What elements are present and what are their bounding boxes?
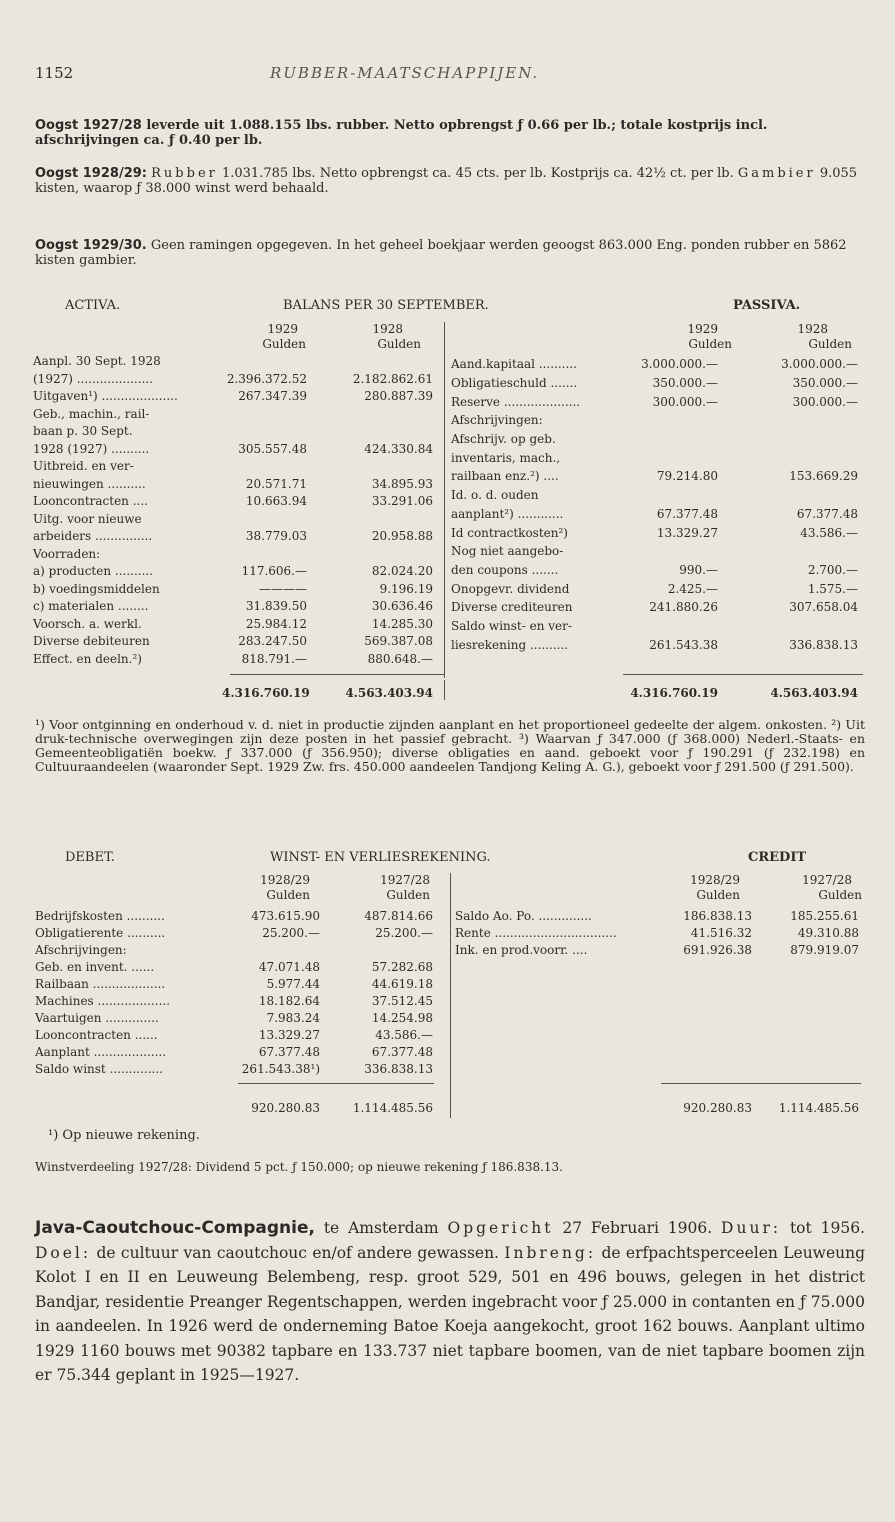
passiva-row-label: Nog niet aangebo- <box>451 544 564 559</box>
passiva-row-value-2: 1.575.— <box>807 581 858 596</box>
activa-row-label: Diverse debiteuren <box>33 634 150 648</box>
activa-row-value-2: 30.636.46 <box>371 599 433 613</box>
rubber-label: Rubber <box>151 166 218 181</box>
passiva-row-label: railbaan enz.²) .... <box>451 469 559 484</box>
activa-row-label: Uitgaven¹) .................... <box>33 389 178 403</box>
activa-row-value-2: 280.887.39 <box>364 389 433 403</box>
passiva-total-1929: 4.316.760.19 <box>630 686 718 700</box>
passiva-row-value-1: 261.543.38 <box>649 637 718 652</box>
wv-debet-heading: DEBET. <box>65 850 115 865</box>
debet-row-label: Obligatierente .......... <box>35 926 166 940</box>
activa-row-value-2: 9.196.19 <box>379 581 433 596</box>
oogst-1929-text: Geen ramingen opgegeven. In het geheel boekjaar werden geoogst 863.000 Eng. ponden rubber en 5862 kisten gambier. <box>35 238 847 268</box>
passiva-total-rule <box>623 674 863 675</box>
activa-row-value-1: 2.396.372.52 <box>226 371 307 386</box>
oogst-1928-text2: 9.055 kisten, waarop ƒ 38.000 winst werd behaald. <box>35 166 858 196</box>
debet-row-value-1: 261.543.38¹) <box>241 1062 320 1076</box>
activa-row-value-1: 31.839.50 <box>245 599 307 613</box>
passiva-row-value-2: 3.000.000.— <box>781 357 858 372</box>
company-name: Java-Caoutchouc-Compagnie, <box>35 1218 315 1238</box>
passiva-row-label: Id. o. d. ouden <box>451 488 539 503</box>
passiva-row-label: Saldo winst- en ver- <box>451 619 572 633</box>
wv-divider <box>450 873 451 1118</box>
balans-activa-year2: 1928 <box>372 322 403 336</box>
credit-row-value-1: 186.838.13 <box>683 909 752 923</box>
debet-row-label: Geb. en invent. ...... <box>35 960 155 974</box>
activa-row-label: Uitbreid. en ver- <box>33 459 134 473</box>
debet-row-value-1: 47.071.48 <box>258 960 320 974</box>
activa-row-value-2: 880.648.— <box>367 651 433 666</box>
balans-table <box>0 322 895 702</box>
activa-total-1928: 4.563.403.94 <box>345 686 433 700</box>
debet-row-value-2: 57.282.68 <box>371 960 433 974</box>
passiva-row-value-1: 79.214.80 <box>656 469 718 484</box>
balans-activa-unit1: Gulden <box>262 337 306 351</box>
passiva-row-label: Obligatieschuld ....... <box>451 375 578 390</box>
passiva-row-value-1: 241.880.26 <box>649 600 718 615</box>
debet-row-value-2: 44.619.18 <box>371 977 433 991</box>
balans-total-divider <box>444 680 445 700</box>
debet-row-value-2: 14.254.98 <box>371 1011 433 1025</box>
debet-row-label: Looncontracten ...... <box>35 1028 158 1042</box>
balans-passiva-year1: 1929 <box>687 322 718 336</box>
passiva-row-value-2: 67.377.48 <box>796 506 858 521</box>
balans-footnote-text: ¹) Voor ontginning en onderhoud v. d. niet in productie zijnden aanplant en het proportioneel gedeelte der algem. onkosten. ²) Uit druk-technische overwegingen zijn deze posten in het passief gebracht. ³) Waarvan ƒ 347.000 (ƒ 368.000) Nederl.-Staats- en Gemeenteobligatiën boekw. ƒ 337.000 (ƒ 356.950); diverse obligaties en aand. geboekt voor ƒ 190.291 (ƒ 232.198) en Cultuuraandeelen (waaronder Sept. 1929 Zw. frs. 450.000 aandeelen Tandjong Keling A. G.), geboekt voor ƒ 291.500 (ƒ 291.500). <box>35 717 865 774</box>
passiva-row-value-1: 3.000.000.— <box>641 357 718 372</box>
passiva-row-value-1: 990.— <box>679 562 718 577</box>
debet-row-value-2: 67.377.48 <box>371 1045 433 1059</box>
wv-table <box>0 873 895 1123</box>
debet-row-value-2: 43.586.— <box>375 1028 433 1042</box>
activa-row-label: baan p. 30 Sept. <box>33 424 133 438</box>
debet-row-label: Machines ................... <box>35 994 171 1008</box>
passiva-row-value-2: 43.586.— <box>800 525 858 540</box>
duur-label: Duur: <box>721 1219 782 1237</box>
activa-row-label: 1928 (1927) .......... <box>33 441 150 456</box>
activa-row-label: Uitg. voor nieuwe <box>33 511 142 526</box>
balans-footnotes <box>35 718 865 774</box>
java-caoutchouc-entry <box>35 1216 865 1388</box>
debet-row-value-1: 7.983.24 <box>266 1011 320 1025</box>
passiva-row-label: aanplant²) ............ <box>451 506 564 521</box>
activa-row-label: Voorsch. a. werkl. <box>33 616 142 631</box>
debet-row-value-1: 18.182.64 <box>258 994 320 1008</box>
oogst-1928-text1: 1.031.785 lbs. Netto opbrengst ca. 45 cts. per lb. Kostprijs ca. 42½ ct. per lb. <box>217 166 738 181</box>
balans-activa-heading: ACTIVA. <box>65 298 121 313</box>
passiva-row-value-2: 307.658.04 <box>789 600 858 615</box>
credit-total-1928-29: 920.280.83 <box>683 1101 752 1115</box>
debet-row-value-1: 13.329.27 <box>258 1028 320 1042</box>
running-title: RUBBER-MAATSCHAPPIJEN. <box>270 64 540 82</box>
activa-row-value-1: 283.247.50 <box>238 634 307 648</box>
activa-row-value-2: 14.285.30 <box>371 616 433 631</box>
activa-row-label: arbeiders ............... <box>33 529 153 543</box>
oogst-1928-paragraph <box>35 166 865 196</box>
gambier-label: Gambier <box>737 166 816 181</box>
wv-debet-year1: 1928/29 <box>260 873 310 887</box>
activa-row-label: (1927) .................... <box>33 371 154 386</box>
activa-total-rule <box>230 674 444 675</box>
passiva-row-value-1: 2.425.— <box>667 581 718 596</box>
debet-row-label: Aanplant ................... <box>35 1045 167 1059</box>
passiva-row-value-2: 2.700.— <box>807 562 858 577</box>
passiva-row-value-2: 350.000.— <box>792 375 858 390</box>
oogst-1927-text: leverde uit 1.088.155 lbs. rubber. Netto opbrengst ƒ 0.66 per lb.; totale kostprijs incl. afschrijvingen ca. ƒ 0.40 per lb. <box>35 118 768 148</box>
wv-debet-unit2: Gulden <box>386 888 430 902</box>
debet-row-value-2: 336.838.13 <box>364 1062 433 1076</box>
debet-row-value-2: 37.512.45 <box>371 994 433 1008</box>
activa-row-value-2: 20.958.88 <box>371 529 433 543</box>
activa-row-label: Looncontracten .... <box>33 494 148 508</box>
winstverdeeling: Winstverdeeling 1927/28: Dividend 5 pct. ƒ 150.000; op nieuwe rekening ƒ 186.838.13. <box>35 1160 563 1174</box>
page-number: 1152 <box>35 64 74 82</box>
passiva-row-value-1: 67.377.48 <box>656 506 718 521</box>
balans-divider <box>444 322 445 678</box>
passiva-row-label: Onopgevr. dividend <box>451 581 570 596</box>
activa-row-value-2: 569.387.08 <box>364 634 433 648</box>
wv-credit-year1: 1928/29 <box>690 873 740 887</box>
oogst-1927-paragraph <box>35 118 865 148</box>
passiva-row-value-1: 300.000.— <box>652 394 718 409</box>
passiva-row-value-2: 300.000.— <box>792 394 858 409</box>
inbreng-label: Inbreng: <box>504 1243 597 1262</box>
passiva-row-value-2: 153.669.29 <box>789 469 858 484</box>
passiva-row-value-2: 336.838.13 <box>789 637 858 652</box>
passiva-row-value-1: 13.329.27 <box>656 525 718 540</box>
oogst-1928-lead: Oogst 1928/29: <box>35 166 147 181</box>
debet-row-value-2: 487.814.66 <box>364 909 433 923</box>
oogst-1929-lead: Oogst 1929/30. <box>35 238 147 253</box>
oogst-1927-lead: Oogst 1927/28 <box>35 118 142 133</box>
activa-row-label: a) producten .......... <box>33 564 154 578</box>
debet-row-label: Railbaan ................... <box>35 977 166 991</box>
debet-total-1928-29: 920.280.83 <box>251 1101 320 1115</box>
activa-row-value-1: 267.347.39 <box>238 389 307 403</box>
debet-row-value-1: 67.377.48 <box>258 1045 320 1059</box>
credit-row-label: Rente ................................ <box>455 926 617 940</box>
debet-row-label: Vaartuigen .............. <box>35 1011 159 1025</box>
balans-passiva-unit2: Gulden <box>808 337 852 351</box>
passiva-row-label: Reserve .................... <box>451 394 581 409</box>
debet-row-label: Bedrijfskosten .......... <box>35 909 165 923</box>
credit-row-value-2: 49.310.88 <box>797 926 859 940</box>
balans-passiva-heading: PASSIVA. <box>733 298 801 313</box>
debet-row-value-1: 5.977.44 <box>266 977 320 991</box>
activa-row-value-2: 34.895.93 <box>371 476 433 491</box>
debet-row-value-2: 25.200.— <box>375 926 433 940</box>
credit-total-rule <box>661 1083 861 1084</box>
wv-credit-year2: 1927/28 <box>802 873 852 887</box>
activa-row-value-1: 117.606.— <box>241 564 307 578</box>
activa-row-value-2: 2.182.862.61 <box>352 371 433 386</box>
activa-row-value-1: 10.663.94 <box>245 494 307 508</box>
activa-row-value-2: 424.330.84 <box>364 441 433 456</box>
activa-row-label: Voorraden: <box>33 546 101 561</box>
balans-activa-year1: 1929 <box>267 322 298 336</box>
activa-row-value-2: 82.024.20 <box>371 564 433 578</box>
passiva-row-label: liesrekening .......... <box>451 637 569 652</box>
activa-row-label: b) voedingsmiddelen <box>33 581 160 596</box>
activa-row-value-1: 818.791.— <box>241 651 307 666</box>
passiva-row-label: Afschrijvingen: <box>451 413 543 428</box>
credit-row-label: Ink. en prod.voorr. .... <box>455 943 588 957</box>
activa-row-value-1: ———— <box>259 581 307 596</box>
credit-row-value-2: 879.919.07 <box>790 943 859 957</box>
passiva-row-value-1: 350.000.— <box>652 375 718 390</box>
activa-row-value-1: 38.779.03 <box>245 529 307 543</box>
activa-row-label: Aanpl. 30 Sept. 1928 <box>33 354 161 368</box>
balans-passiva-unit1: Gulden <box>688 337 732 351</box>
activa-row-label: Geb., machin., rail- <box>33 406 150 421</box>
wv-credit-unit2: Gulden <box>818 888 862 902</box>
wv-credit-unit1: Gulden <box>696 888 740 902</box>
activa-row-label: c) materialen ........ <box>33 599 149 613</box>
activa-row-value-2: 33.291.06 <box>371 494 433 508</box>
wv-footnote: ¹) Op nieuwe rekening. <box>48 1128 200 1143</box>
activa-row-label: Effect. en deeln.²) <box>33 651 142 666</box>
wv-credit-heading: CREDIT <box>748 850 807 865</box>
credit-row-label: Saldo Ao. Po. .............. <box>455 909 592 923</box>
passiva-row-label: Aand.kapitaal .......... <box>451 357 577 372</box>
passiva-row-label: inventaris, mach., <box>451 450 561 465</box>
credit-row-value-2: 185.255.61 <box>790 909 859 923</box>
activa-row-value-1: 305.557.48 <box>238 441 307 456</box>
activa-total-1929: 4.316.760.19 <box>222 686 310 700</box>
wv-debet-unit1: Gulden <box>266 888 310 902</box>
doel-label: Doel: <box>35 1243 92 1262</box>
debet-row-label: Saldo winst .............. <box>35 1062 163 1076</box>
debet-row-value-1: 473.615.90 <box>251 909 320 923</box>
balans-passiva-year2: 1928 <box>797 322 828 336</box>
debet-row-label: Afschrijvingen: <box>35 943 127 957</box>
wv-title: WINST- EN VERLIESREKENING. <box>270 850 491 865</box>
balans-activa-unit2: Gulden <box>377 337 421 351</box>
activa-row-value-1: 25.984.12 <box>245 616 307 631</box>
balans-title: BALANS PER 30 SEPTEMBER. <box>283 298 489 313</box>
java-text4: de cultuur van caoutchouc en/of andere gewassen. <box>91 1243 505 1262</box>
activa-row-label: nieuwingen .......... <box>33 476 146 491</box>
oogst-1929-paragraph <box>35 238 865 268</box>
debet-total-1927-28: 1.114.485.56 <box>352 1101 433 1115</box>
passiva-row-label: Diverse crediteuren <box>451 600 573 615</box>
wv-debet-year2: 1927/28 <box>380 873 430 887</box>
passiva-total-1928: 4.563.403.94 <box>770 686 858 700</box>
opgericht-label: Opgericht <box>447 1219 554 1237</box>
debet-row-value-1: 25.200.— <box>262 926 320 940</box>
debet-total-rule <box>238 1083 434 1084</box>
java-text2: 27 Februari 1906. <box>553 1219 722 1237</box>
credit-row-value-1: 691.926.38 <box>683 943 752 957</box>
activa-row-value-1: 20.571.71 <box>245 476 307 491</box>
java-text1: te Amsterdam <box>314 1219 448 1237</box>
passiva-row-label: Id contractkosten²) <box>451 525 568 540</box>
java-text5: de erfpachtsperceelen Leuweung Kolot I en II en Leuweung Belembeng, resp. groot 529, 501 en 496 bouws, gelegen in het district Bandjar, residentie Preanger Regentschappen, werden ingebracht voor ƒ 25.000 in contanten en ƒ 75.000 in aandeelen. In 1926 werd de onderneming Batoe Koeja aangekocht, groot 162 bouws. Aanplant ultimo 1929 1160 bouws met 90382 tapbare en 133.737 niet tapbare boomen, van de niet tapbare boomen zijn er 75.344 geplant in 1925—1927. <box>35 1243 866 1384</box>
credit-total-1927-28: 1.114.485.56 <box>778 1101 859 1115</box>
credit-row-value-1: 41.516.32 <box>690 926 752 940</box>
passiva-row-label: Afschrijv. op geb. <box>451 432 556 446</box>
passiva-row-label: den coupons ....... <box>451 562 559 577</box>
java-text3: tot 1956. <box>781 1219 865 1237</box>
